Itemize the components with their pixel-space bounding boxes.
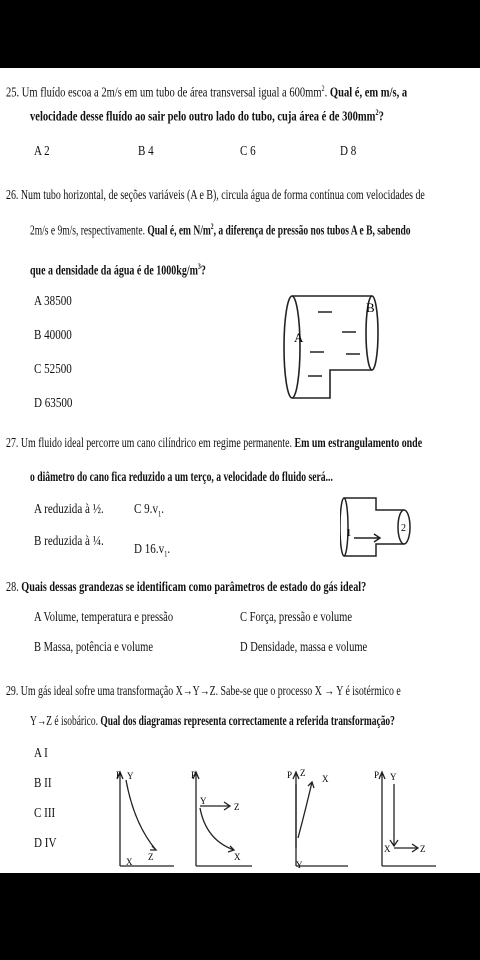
q26-label-a: A	[294, 330, 304, 345]
q26-option-c[interactable]: C 52500	[34, 361, 72, 376]
q28-question: Quais dessas grandezas se identificam como parâmetros de estado do gás ideal?	[21, 579, 367, 594]
q27-label-2: 2	[401, 523, 406, 534]
q29-number: 29.	[6, 683, 19, 698]
q29-diagram-4	[372, 768, 442, 872]
q26-line2	[30, 218, 411, 240]
q26-line1	[6, 186, 425, 204]
q27-option-c-text: C 9.v	[134, 501, 158, 516]
q27-option-d-sub: 1	[164, 549, 168, 559]
q29-option-c[interactable]: C III	[34, 805, 56, 820]
q28-option-a[interactable]: A Volume, temperatura e pressão	[34, 609, 174, 624]
q29-d3-z: Z	[300, 768, 306, 778]
q29-d4-y: Y	[390, 772, 397, 782]
q29-d4-p: P	[374, 770, 380, 780]
q28-option-b[interactable]: B Massa, potência e volume	[34, 639, 154, 654]
q26-number: 26.	[6, 187, 19, 202]
q25-option-a[interactable]: A 2	[34, 143, 50, 158]
q29-diagram-3	[284, 768, 354, 872]
q26-text-line1: Num tubo horizontal, de seções variáveis (A e B), circula água de forma contínua com velocidades de	[20, 187, 425, 202]
q28-line	[6, 578, 366, 596]
q26-line3	[30, 258, 206, 280]
q27-text-line2: o diâmetro do cano fica reduzido a um terço, a velocidade do fluido será...	[30, 469, 333, 484]
q26-text-bold: Qual é, em N/m	[144, 222, 211, 238]
q26-text-bold-tail: , a diferença de pressão nos tubos A e B, sabendo	[213, 222, 411, 238]
q26-sup3: 3	[197, 262, 201, 271]
q26-option-a[interactable]: A 38500	[34, 293, 72, 308]
q29-d1-x: X	[126, 857, 133, 867]
q29-option-b[interactable]: B II	[34, 775, 52, 790]
q29-d1-y: Y	[127, 771, 134, 781]
q25-line2	[30, 104, 384, 126]
q29-d2-z: Z	[234, 802, 240, 812]
q29-diagram-2	[190, 768, 260, 872]
q26-pipe-figure	[280, 292, 400, 408]
q29-line1	[6, 682, 401, 700]
q29-d2-p: P	[191, 770, 197, 780]
q29-option-d[interactable]: D IV	[34, 835, 57, 850]
q27-line2	[30, 468, 333, 486]
q27-option-c-tail: .	[161, 501, 165, 516]
q27-number: 27.	[6, 435, 19, 450]
q27-option-c-sub: 1	[157, 509, 162, 519]
q27-text-bold: Em um estrangulamento onde	[291, 435, 423, 450]
q27-pipe-figure	[340, 494, 416, 564]
q29-d3-x: X	[322, 774, 329, 784]
q27-option-b[interactable]: B reduzida à ¼.	[34, 533, 104, 548]
q27-line1	[6, 434, 422, 452]
q29-d1-z: Z	[148, 852, 154, 862]
q29-text-bold: Qual dos diagramas representa correctamente a referida transformação?	[97, 713, 395, 728]
q29-text-plain: Y→Z é isobárico.	[30, 713, 98, 728]
q25-text-line2: velocidade desse fluído ao sair pelo outro lado do tubo, cuja área é de 300mm	[30, 108, 376, 124]
q29-line2	[30, 712, 395, 730]
q25-tail1: .	[324, 84, 328, 100]
q25-text-bold: Qual é, em m/s, a	[327, 84, 408, 100]
q28-option-d[interactable]: D Densidade, massa e volume	[240, 639, 368, 654]
q29-d4-x: X	[384, 844, 391, 854]
q25-sup2: 2	[375, 108, 379, 117]
q26-option-d[interactable]: D 63500	[34, 395, 73, 410]
q27-option-c[interactable]	[134, 500, 164, 524]
q26-tail3: ?	[200, 262, 206, 278]
q26-text-line3: que a densidade da água é de 1000kg/m	[30, 262, 198, 278]
q25-option-b[interactable]: B 4	[138, 143, 154, 158]
q29-d3-y: Y	[296, 860, 303, 870]
q29-option-a[interactable]: A I	[34, 745, 48, 760]
q27-option-d[interactable]	[134, 540, 170, 564]
q25-sup1: 2	[321, 84, 325, 93]
q25-option-d[interactable]: D 8	[340, 143, 357, 158]
q26-option-b[interactable]: B 40000	[34, 327, 72, 342]
q27-option-d-tail: .	[167, 541, 171, 556]
q28-option-c[interactable]: C Força, pressão e volume	[240, 609, 353, 624]
q25-tail2: ?	[378, 108, 384, 124]
q25-option-c[interactable]: C 6	[240, 143, 256, 158]
q29-d2-x: X	[234, 852, 241, 862]
q27-option-d-text: D 16.v	[134, 541, 165, 556]
q29-text-line1: Um gás ideal sofre uma transformação X→Y→Z. Sabe-se que o processo X → Y é isotérmico e	[20, 683, 401, 698]
q27-label-1: 1	[346, 527, 352, 539]
q25-line1	[6, 80, 407, 102]
q28-number: 28.	[6, 579, 19, 594]
q26-sup: 2	[210, 222, 214, 231]
q29-diagram-1	[112, 768, 182, 872]
q25-text-plain: Um fluído escoa a 2m/s em um tubo de área transversal igual a 600mm	[21, 84, 322, 100]
q25-number: 25.	[6, 84, 20, 100]
question-sheet	[0, 68, 480, 873]
q26-label-b: B	[366, 300, 375, 315]
q27-option-a[interactable]: A reduzida à ½.	[34, 501, 104, 516]
q26-text-plain: 2m/s e 9m/s, respectivamente.	[30, 222, 145, 238]
q29-d3-p: P	[287, 770, 293, 780]
q29-d1-p: P	[116, 770, 122, 780]
q27-text-plain: Um fluido ideal percorre um cano cilíndrico em regime permanente.	[20, 435, 292, 450]
q29-d2-y: Y	[200, 796, 207, 806]
q29-d4-z: Z	[420, 844, 426, 854]
